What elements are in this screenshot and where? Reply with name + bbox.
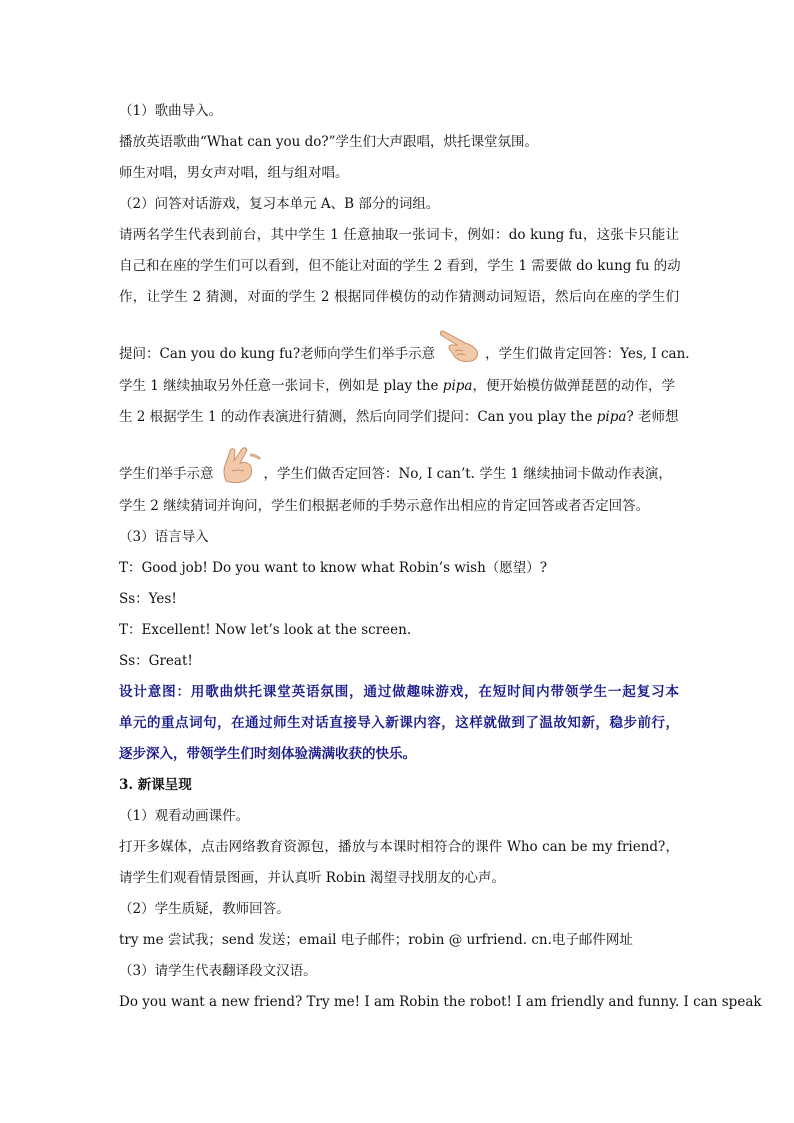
paragraph-line: Ss：Great! [119, 653, 193, 669]
paragraph-line: 请两名学生代表到前台，其中学生 1 任意抽取一张词卡，例如：do kung fu，这张卡只能让 [119, 227, 679, 243]
paragraph-line: 自己和在座的学生们可以看到，但不能让对面的学生 2 看到，学生 1 需要做 do kung fu 的动 [119, 258, 681, 274]
line-text: ，学生们做肯定回答：Yes, I can. [485, 346, 690, 362]
paragraph-line: 播放英语歌曲“What can you do?”学生们大声跟唱，烘托课堂氛围。 [119, 134, 538, 150]
cross-fingers-hand-icon [216, 441, 262, 485]
paragraph-line-with-gesture [119, 433, 679, 491]
line-text: 提问：Can you do kung fu?老师向学生们举手示意 [119, 346, 436, 362]
design-intent-line: 逐步深入，带领学生们时刻体验满满收获的快乐。 [119, 746, 416, 762]
paragraph-line: 师生对唱，男女声对唱，组与组对唱。 [119, 165, 349, 181]
line-text: ，便开始模仿做弹琵琶的动作，学 [472, 378, 675, 394]
line-text: ，学生们做否定回答：No, I can’t. 学生 1 继续抽词卡做动作表演， [263, 466, 672, 482]
paragraph-line: Do you want a new friend? Try me! I am Robin the robot! I am friendly and funny. I can speak [119, 994, 762, 1010]
paragraph-line: T：Excellent! Now let’s look at the screen. [119, 622, 412, 638]
paragraph-line: （2）学生质疑，教师回答。 [119, 901, 290, 917]
paragraph-line: （3）请学生代表翻译段文汉语。 [119, 963, 317, 979]
paragraph-line: Ss：Yes! [119, 591, 177, 607]
paragraph-line: 学生 2 继续猜词并询问，学生们根据老师的手势示意作出相应的肯定回答或者否定回答。 [119, 498, 650, 514]
pipa-term: pipa [596, 409, 627, 425]
paragraph-line [119, 371, 679, 402]
paragraph-line: （1）歌曲导入。 [119, 103, 223, 119]
paragraph-line: 请学生们观看情景图画，并认真听 Robin 渴望寻找朋友的心声。 [119, 870, 506, 886]
design-intent-line: 设计意图：用歌曲烘托课堂英语氛围，通过做趣味游戏，在短时间内带领学生一起复习本 [119, 684, 679, 700]
paragraph-line: try me 尝试我；send 发送；email 电子邮件；robin @ urfriend. cn.电子邮件网址 [119, 932, 633, 948]
paragraph-line: 作，让学生 2 猜测，对面的学生 2 根据同伴模仿的动作猜测动词短语，然后向在座的学生们 [119, 289, 679, 305]
pipa-term: pipa [442, 378, 473, 394]
paragraph-line: （3）语言导入 [119, 529, 209, 545]
design-intent-line: 单元的重点词句，在通过师生对话直接导入新课内容，这样就做到了温故知新，稳步前行， [119, 715, 679, 731]
document-page [119, 96, 762, 1018]
line-text: ? 老师想 [626, 409, 679, 425]
paragraph-line: （2）问答对话游戏，复习本单元 A、B 部分的词组。 [119, 196, 440, 212]
paragraph-line: T：Good job! Do you want to know what Robin’s wish（愿望）? [119, 560, 548, 576]
line-text: 学生们举手示意 [119, 466, 214, 482]
line-text: 生 2 根据学生 1 的动作表演进行猜测，然后向同学们提问：Can you play the [119, 409, 597, 425]
pointing-hand-icon [437, 321, 483, 365]
line-text: 学生 1 继续抽取另外任意一张词卡，例如是 play the [119, 378, 443, 394]
paragraph-line [119, 402, 679, 433]
section-heading: 3. 新课呈现 [119, 777, 192, 793]
paragraph-line: （1）观看动画课件。 [119, 808, 250, 824]
paragraph-line-with-gesture [119, 313, 690, 371]
paragraph-line: 打开多媒体，点击网络教育资源包，播放与本课时相符合的课件 Who can be my friend?， [119, 839, 679, 855]
